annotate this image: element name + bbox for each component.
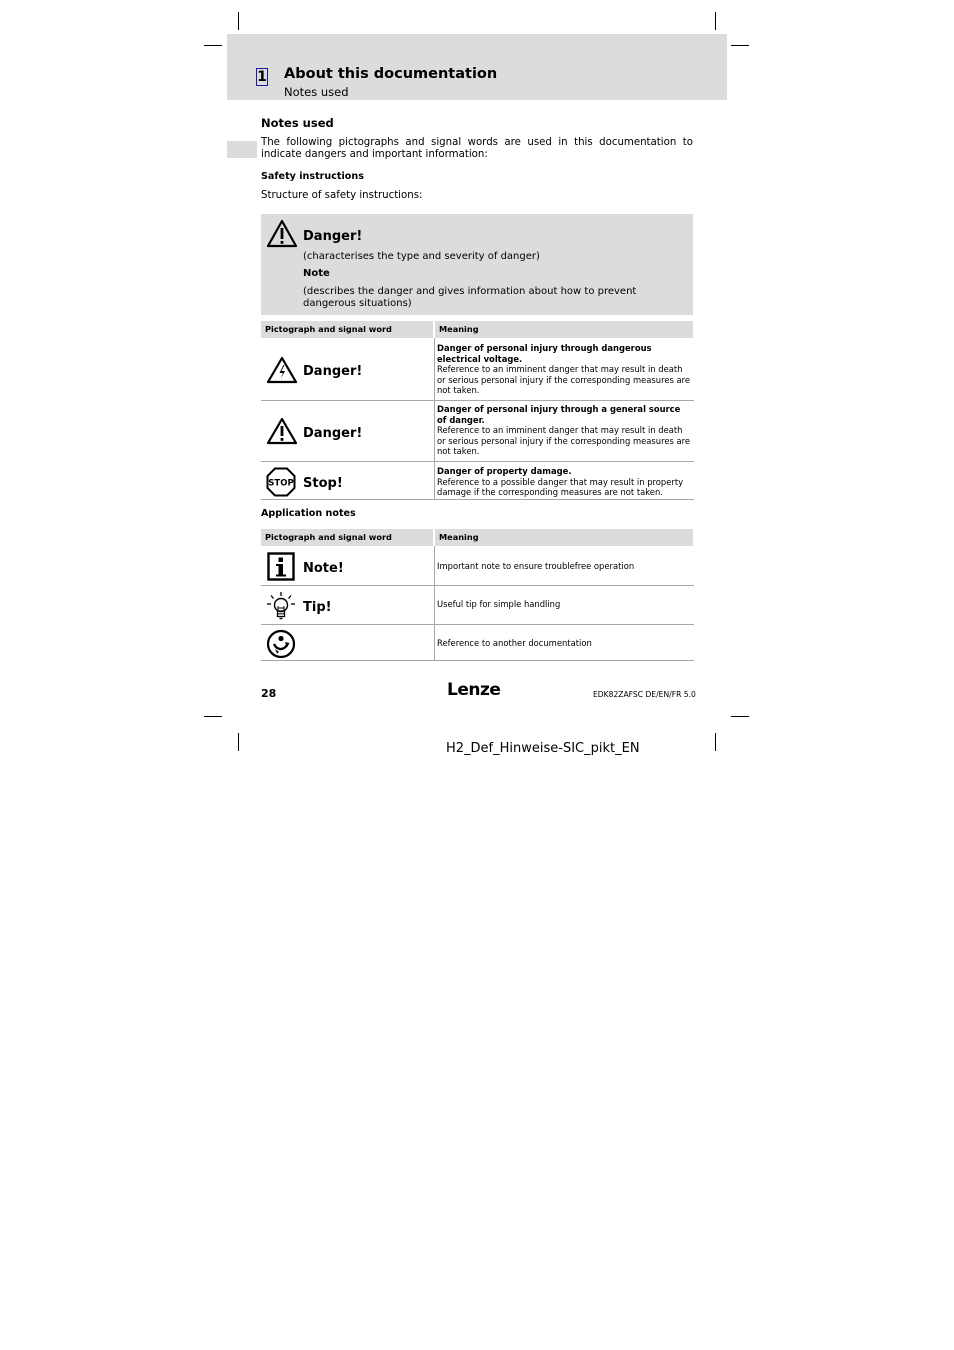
box-note-text: (describes the danger and gives information about how to prevent dangerous situations): [303, 286, 637, 309]
row-divider: [261, 461, 694, 462]
meaning-text: Reference to a possible danger that may result in property damage if the corresponding measures are not taken.: [437, 476, 684, 497]
warning-triangle-icon: [266, 219, 298, 249]
crop-mark: [238, 12, 239, 30]
meaning-title: Danger of personal injury through a general source of danger.: [437, 404, 681, 425]
electrical-hazard-icon: [266, 356, 298, 385]
meaning-note: Important note to ensure troublefree operation: [437, 561, 635, 571]
lenze-logo: Lenze: [447, 680, 501, 700]
reference-document-icon: [266, 629, 296, 659]
signal-word-tip: Tip!: [303, 600, 332, 615]
application-heading: Application notes: [261, 508, 356, 519]
signal-word-danger-electrical: Danger!: [303, 364, 363, 379]
crop-mark: [731, 716, 749, 717]
section-title: Notes used: [261, 116, 334, 130]
safety-heading: Safety instructions: [261, 171, 364, 182]
table-header-pictograph: Pictograph and signal word: [261, 529, 433, 546]
signal-word-note: Note!: [303, 561, 344, 576]
box-note-label: Note: [303, 268, 330, 279]
box-danger-type: (characterises the type and severity of danger): [303, 251, 540, 262]
chapter-subtitle: Notes used: [284, 85, 349, 99]
crop-mark: [731, 45, 749, 46]
side-tab-marker: [227, 141, 257, 158]
column-divider: [434, 546, 435, 661]
row-divider: [261, 400, 694, 401]
meaning-general: [437, 404, 691, 457]
meaning-property: [437, 466, 691, 498]
crop-mark: [238, 733, 239, 751]
row-divider: [261, 499, 694, 500]
signal-word-stop: Stop!: [303, 476, 343, 491]
stop-sign-text: STOP: [268, 478, 294, 489]
box-signal-word: Danger!: [303, 229, 363, 244]
document-code: EDK82ZAFSC DE/EN/FR 5.0: [593, 690, 696, 699]
meaning-title: Danger of property damage.: [437, 466, 572, 476]
crop-mark: [204, 716, 222, 717]
meaning-text: Reference to an imminent danger that may result in death or serious personal injury if the corresponding measures are not taken.: [437, 425, 691, 456]
row-divider: [261, 624, 694, 625]
row-divider: [261, 660, 694, 661]
meaning-title: Danger of personal injury through dangerous electrical voltage.: [437, 343, 652, 364]
stop-sign-icon: [266, 467, 296, 497]
source-filename: H2_Def_Hinweise-SIC_pikt_EN: [446, 741, 640, 756]
meaning-reference: Reference to another documentation: [437, 638, 592, 648]
safety-structure-text: Structure of safety instructions:: [261, 190, 423, 201]
meaning-tip: Useful tip for simple handling: [437, 599, 561, 609]
crop-mark: [715, 12, 716, 30]
table-header-pictograph: Pictograph and signal word: [261, 321, 433, 338]
crop-mark: [204, 45, 222, 46]
info-note-icon: [267, 552, 295, 581]
section-intro: The following pictographs and signal words are used in this documentation to indicate dangers and important information:: [261, 137, 693, 160]
chapter-number: 1: [257, 69, 267, 85]
table-header-meaning: Meaning: [435, 321, 693, 338]
row-divider: [261, 585, 694, 586]
chapter-title: About this documentation: [284, 66, 498, 82]
table-header-meaning: Meaning: [435, 529, 693, 546]
lightbulb-tip-icon: [265, 591, 297, 621]
column-divider: [434, 338, 435, 500]
page-number: 28: [261, 687, 277, 700]
crop-mark: [715, 733, 716, 751]
general-hazard-icon: [266, 417, 298, 446]
meaning-text: Reference to an imminent danger that may result in death or serious personal injury if the corresponding measures are not taken.: [437, 364, 691, 395]
meaning-electrical: [437, 343, 691, 396]
signal-word-danger-general: Danger!: [303, 426, 363, 441]
